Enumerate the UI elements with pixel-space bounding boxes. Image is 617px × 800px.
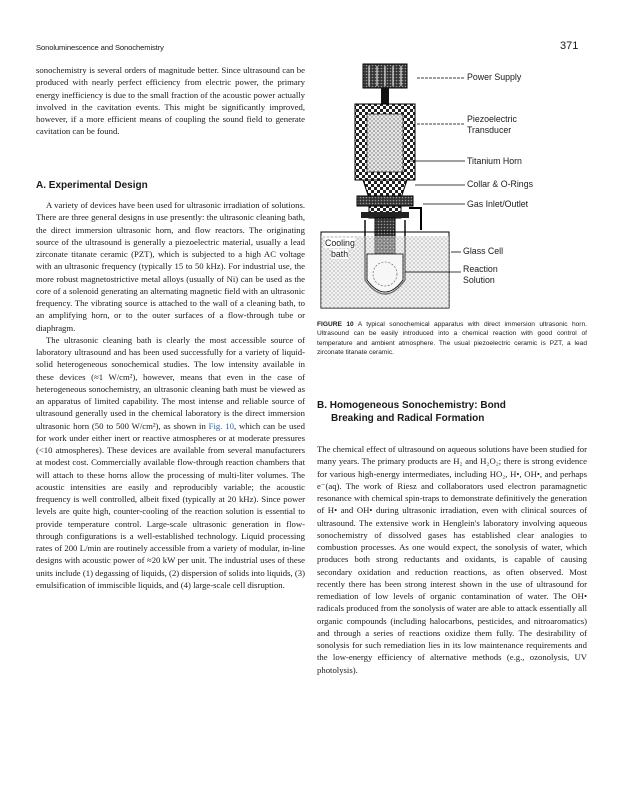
intro-text: sonochemistry is several orders of magnitude better. Since ultrasound can be produced with nearly perfect efficiency from electric power, the primary energy inefficiency is due to the small fraction of the acoustic power actually involved in the cavitation events. This might be significantly improved, however, if a more efficient means of coupling the sound field to generate cavitation can be found. bbox=[36, 65, 305, 137]
label-glass-cell: Glass Cell bbox=[463, 246, 504, 256]
label-power-supply: Power Supply bbox=[467, 72, 522, 82]
label-piezoelectric: Piezoelectric bbox=[467, 114, 517, 124]
aqueous-paragraph: The chemical effect of ultrasound on aqueous solutions have been studied for many years. The primary products are H₂ and H₂O₂; there is strong evidence for various high-energy intermediates, including HO₂, H•, OH•, and perhaps e⁻(aq). The work of Riesz and collaborators used electron paramagnetic resonance with chemical spin-traps to demonstrate definitively the generation of H• and OH• during ultrasonic irradiation, even with clinical sources of ultrasound. The extensive work in Henglein's laboratory involving aqueous sonochemistry of dissolved gases has established clear analogies to combustion processes. As one would expect, the sonolysis of water, which produces both strong reductants and oxidants, is capable of causing secondary oxidation and reduction reactions, as often observed. Most recently there has been strong interest shown in the use of ultrasound for remediation of low levels of organic contamination of water. The OH• radicals produced from the sonolysis of water are able to attack essentially all organic compounds (including halocarbons, pesticides, and nitroaromatics) and through a series of reactions oxidize them fully. The desirability of sonolysis for such remediation lies in its low maintenance requirements and the low-energy efficiency of alternative methods (e.g., ozonolysis, UV photolysis). bbox=[317, 444, 587, 675]
caption-label: FIGURE 10 bbox=[317, 321, 354, 328]
label-collar-o-rings: Collar & O-Rings bbox=[467, 179, 533, 189]
left-body bbox=[36, 199, 305, 591]
heading-b-line2: Breaking and Radical Formation bbox=[331, 412, 485, 424]
label-transducer: Transducer bbox=[467, 125, 512, 135]
label-cooling: Cooling bbox=[325, 238, 355, 248]
figure-10-apparatus bbox=[317, 58, 592, 315]
devices-paragraph: A variety of devices have been used for ultrasonic irradiation of solutions. There are three general designs in use presently: the ultrasonic cleaning bath, the direct immersion ultrasonic horn, and flow reactors. The originating source of the ultrasound is generally a piezoelectric material, usually a lead zirconate titanate ceramic (PZT), which is subjected to a high AC voltage with an ultrasonic frequency (typically 15 to 50 kHz). For industrial use, the more robust magnetostrictive metal alloys (usually of Ni) can be used as the core of a solenoid generating an alternating magnetic field with an ultrasonic frequency. The vibrating source is attached to the wall of a cleaning bath, to an amplifying horn, or to the outer surfaces of a flow-through tube or diaphragm. bbox=[36, 200, 305, 333]
heading-b-line1: B. Homogeneous Sonochemistry: Bond bbox=[317, 400, 506, 411]
label-solution: Solution bbox=[463, 275, 495, 285]
caption-text: A typical sonochemical apparatus with direct immersion ultrasonic horn. Ultrasound can be easily introduced into a chemical reaction with good control of temperature and ambient atmosphere. The usual piezoelectric ceramic is PZT, a lead zirconate titanate ceramic. bbox=[317, 321, 588, 356]
label-gas-inlet-outlet: Gas Inlet/Outlet bbox=[467, 199, 529, 209]
intro-paragraph bbox=[36, 64, 305, 138]
page-number: 371 bbox=[560, 40, 579, 52]
label-reaction: Reaction bbox=[463, 264, 498, 274]
section-heading-b bbox=[317, 400, 506, 425]
bath-text-1: The ultrasonic cleaning bath is clearly the most accessible source of laboratory ultrasound and has been used successfully for a variety of liquid-solid heterogeneous sonochemical studies. The low intensity available in these devices (≈1 W/cm²), however, means that even in the case of heterogeneous sonochemistry, an ultrasonic cleaning bath must be viewed as an apparatus of limited capability. The most intense and reliable source of ultrasound generally used in the chemical laboratory is the direct immersion ultrasonic horn (50 to 500 W/cm²), as shown in bbox=[36, 334, 305, 431]
apparatus-drawing bbox=[317, 58, 592, 315]
bath-text-2: , which can be used for work under either inert or reactive atmospheres or at moderate pressures (<10 atmospheres). These devices are available from several manufacturers at modest cost. Commercially available flow-through reaction chambers that will attach to these horns allow the processing of multi-liter volumes. The acoustic intensities are easily and reproducibly variable; the acoustic frequency is well controlled, albeit fixed (typically at 20 kHz). Since power levels are quite high, counter-cooling of the reaction solution is essential to provide temperature control. Large-scale ultrasonic generation in flow-through configurations is a well-established technology. Liquid processing rates of 200 L/min are routinely accessible from a variety of modular, in-line designs with acoustic power of ≈20 kW per unit. The industrial uses of these units include (1) degassing of liquids, (2) dispersion of solids into liquids, (3) emulsification of immiscible liquids, and (4) large-scale cell disruption. bbox=[36, 420, 305, 590]
section-heading-a: A. Experimental Design bbox=[36, 180, 148, 191]
bath-paragraph bbox=[36, 334, 305, 591]
figure-10-link[interactable]: Fig. 10 bbox=[208, 420, 234, 431]
figure-caption bbox=[317, 320, 587, 357]
running-title: Sonoluminescence and Sonochemistry bbox=[36, 43, 164, 52]
label-bath: bath bbox=[331, 249, 349, 259]
right-body bbox=[317, 443, 587, 676]
label-titanium-horn: Titanium Horn bbox=[467, 156, 522, 166]
